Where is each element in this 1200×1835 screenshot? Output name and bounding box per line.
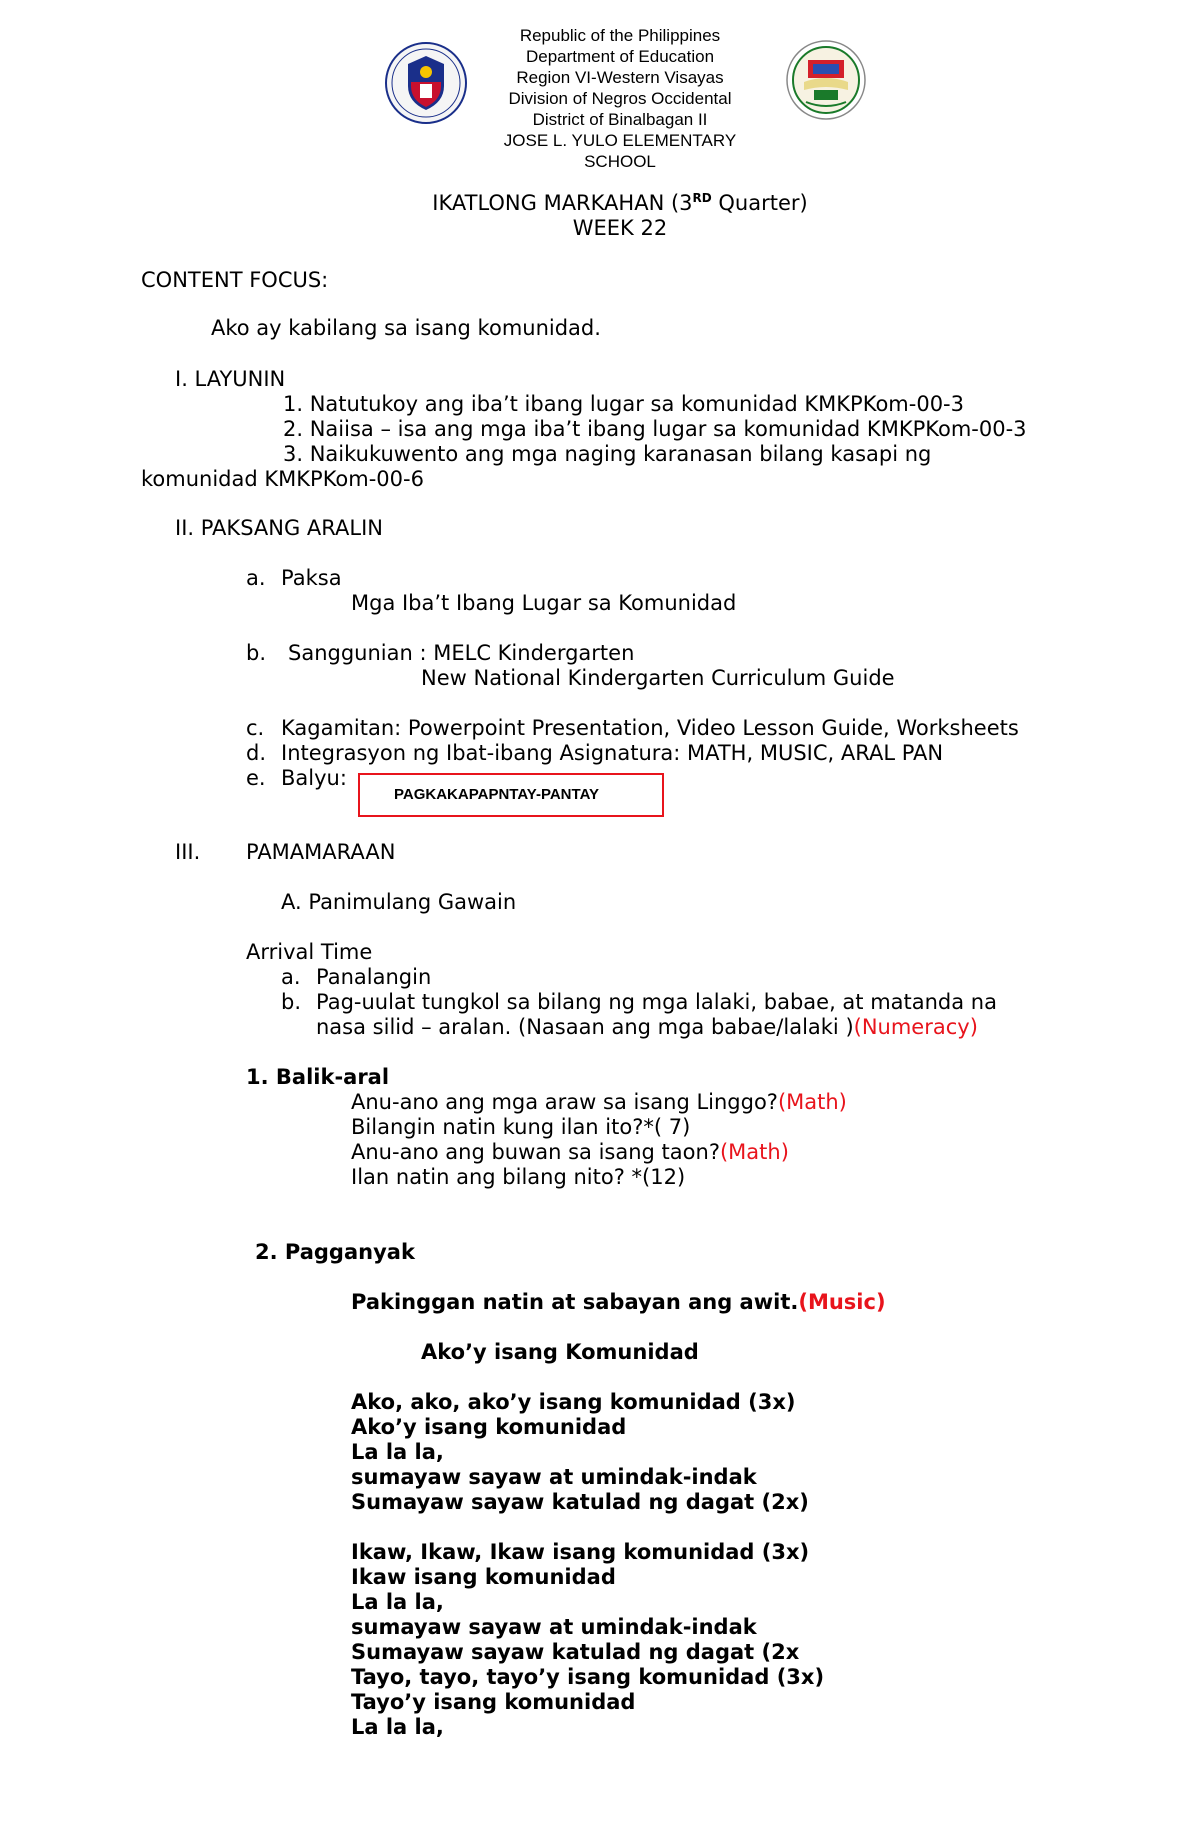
layunin-item: 3. Naikukuwento ang mga naging karanasan bilang kasapi ng [283,442,932,466]
pamamaraan-heading: PAMAMARAAN [246,840,396,864]
kagamitan-text: Kagamitan: Powerpoint Presentation, Video Lesson Guide, Worksheets [281,716,1019,740]
school-seal-icon [786,40,866,120]
letterhead-line: Region VI-Western Visayas [516,68,724,87]
song-line: Ako, ako, ako’y isang komunidad (3x) [351,1390,796,1414]
list-marker: d. [246,741,267,765]
balyu-label: Balyu: [281,766,347,790]
layunin-heading: I. LAYUNIN [175,367,286,391]
song-line: sumayaw sayaw at umindak-indak [351,1615,757,1639]
week-title: WEEK 22 [572,216,668,240]
song-line: Tayo’y isang komunidad [351,1690,636,1714]
sanggunian-value: New National Kindergarten Curriculum Guide [421,666,895,690]
song-line: La la la, [351,1715,444,1739]
layunin-item: 1. Natutukoy ang iba’t ibang lugar sa komunidad KMKPKom-00-3 [283,392,964,416]
balik-aral-question: Bilangin natin kung ilan ito?*( 7) [351,1115,691,1139]
deped-seal-icon [385,42,467,124]
list-marker: b. [246,641,267,665]
letterhead-line: JOSE L. YULO ELEMENTARY [503,131,737,150]
pagganyak-heading: 2. Pagganyak [255,1240,415,1264]
pag-uulat-text-cont: nasa silid – aralan. (Nasaan ang mga babae/lalaki )(Numeracy) [316,1015,978,1039]
letterhead-line: Republic of the Philippines [519,26,721,45]
content-focus-label: CONTENT FOCUS: [141,268,329,292]
list-marker: c. [246,716,265,740]
arrival-time-heading: Arrival Time [246,940,373,964]
list-marker: b. [281,990,302,1014]
paksang-aralin-heading: II. PAKSANG ARALIN [175,516,384,540]
letterhead-line: SCHOOL [584,152,656,171]
letterhead-line: District of Binalbagan II [532,110,708,129]
balyu-value-box: PAGKAKAPAPNTAY-PANTAY [358,773,664,817]
song-title: Ako’y isang Komunidad [421,1340,699,1364]
song-line: La la la, [351,1440,444,1464]
song-line: Ikaw, Ikaw, Ikaw isang komunidad (3x) [351,1540,810,1564]
song-line: Ikaw isang komunidad [351,1565,616,1589]
content-focus-text: Ako ay kabilang sa isang komunidad. [211,316,601,340]
letterhead-line: Department of Education [525,47,715,66]
song-line: sumayaw sayaw at umindak-indak [351,1465,757,1489]
paksa-value: Mga Iba’t Ibang Lugar sa Komunidad [351,591,737,615]
pagganyak-instruction: Pakinggan natin at sabayan ang awit.(Music) [351,1290,886,1314]
song-line: Tayo, tayo, tayo’y isang komunidad (3x) [351,1665,825,1689]
music-tag: (Music) [798,1290,886,1314]
pag-uulat-text: Pag-uulat tungkol sa bilang ng mga lalaki, babae, at matanda na [316,990,997,1014]
song-line: Ako’y isang komunidad [351,1415,627,1439]
quarter-title: IKATLONG MARKAHAN (3RD Quarter) [432,191,808,215]
math-tag: (Math) [777,1090,847,1114]
balik-aral-question: Anu-ano ang buwan sa isang taon?(Math) [351,1140,789,1164]
integrasyon-text: Integrasyon ng Ibat-ibang Asignatura: MATH, MUSIC, ARAL PAN [281,741,944,765]
letterhead-line: Division of Negros Occidental [508,89,732,108]
song-line: La la la, [351,1590,444,1614]
layunin-item: 2. Naiisa – isa ang mga iba’t ibang lugar sa komunidad KMKPKom-00-3 [283,417,1027,441]
song-line: Sumayaw sayaw katulad ng dagat (2x) [351,1490,809,1514]
list-marker: a. [246,566,266,590]
sanggunian-label: Sanggunian : MELC Kindergarten [288,641,635,665]
song-line: Sumayaw sayaw katulad ng dagat (2x [351,1640,800,1664]
layunin-item-continuation: komunidad KMKPKom-00-6 [141,467,424,491]
list-marker: e. [246,766,266,790]
panimulang-gawain-heading: A. Panimulang Gawain [281,890,517,914]
numeracy-tag: (Numeracy) [853,1015,978,1039]
paksa-label: Paksa [281,566,342,590]
balik-aral-question: Ilan natin ang bilang nito? *(12) [351,1165,686,1189]
list-marker: a. [281,965,301,989]
balik-aral-heading: 1. Balik-aral [246,1065,390,1089]
math-tag: (Math) [719,1140,789,1164]
balik-aral-question: Anu-ano ang mga araw sa isang Linggo?(Math) [351,1090,847,1114]
letterhead [490,25,750,172]
panalangin-text: Panalangin [316,965,432,989]
pamamaraan-numeral: III. [175,840,201,864]
